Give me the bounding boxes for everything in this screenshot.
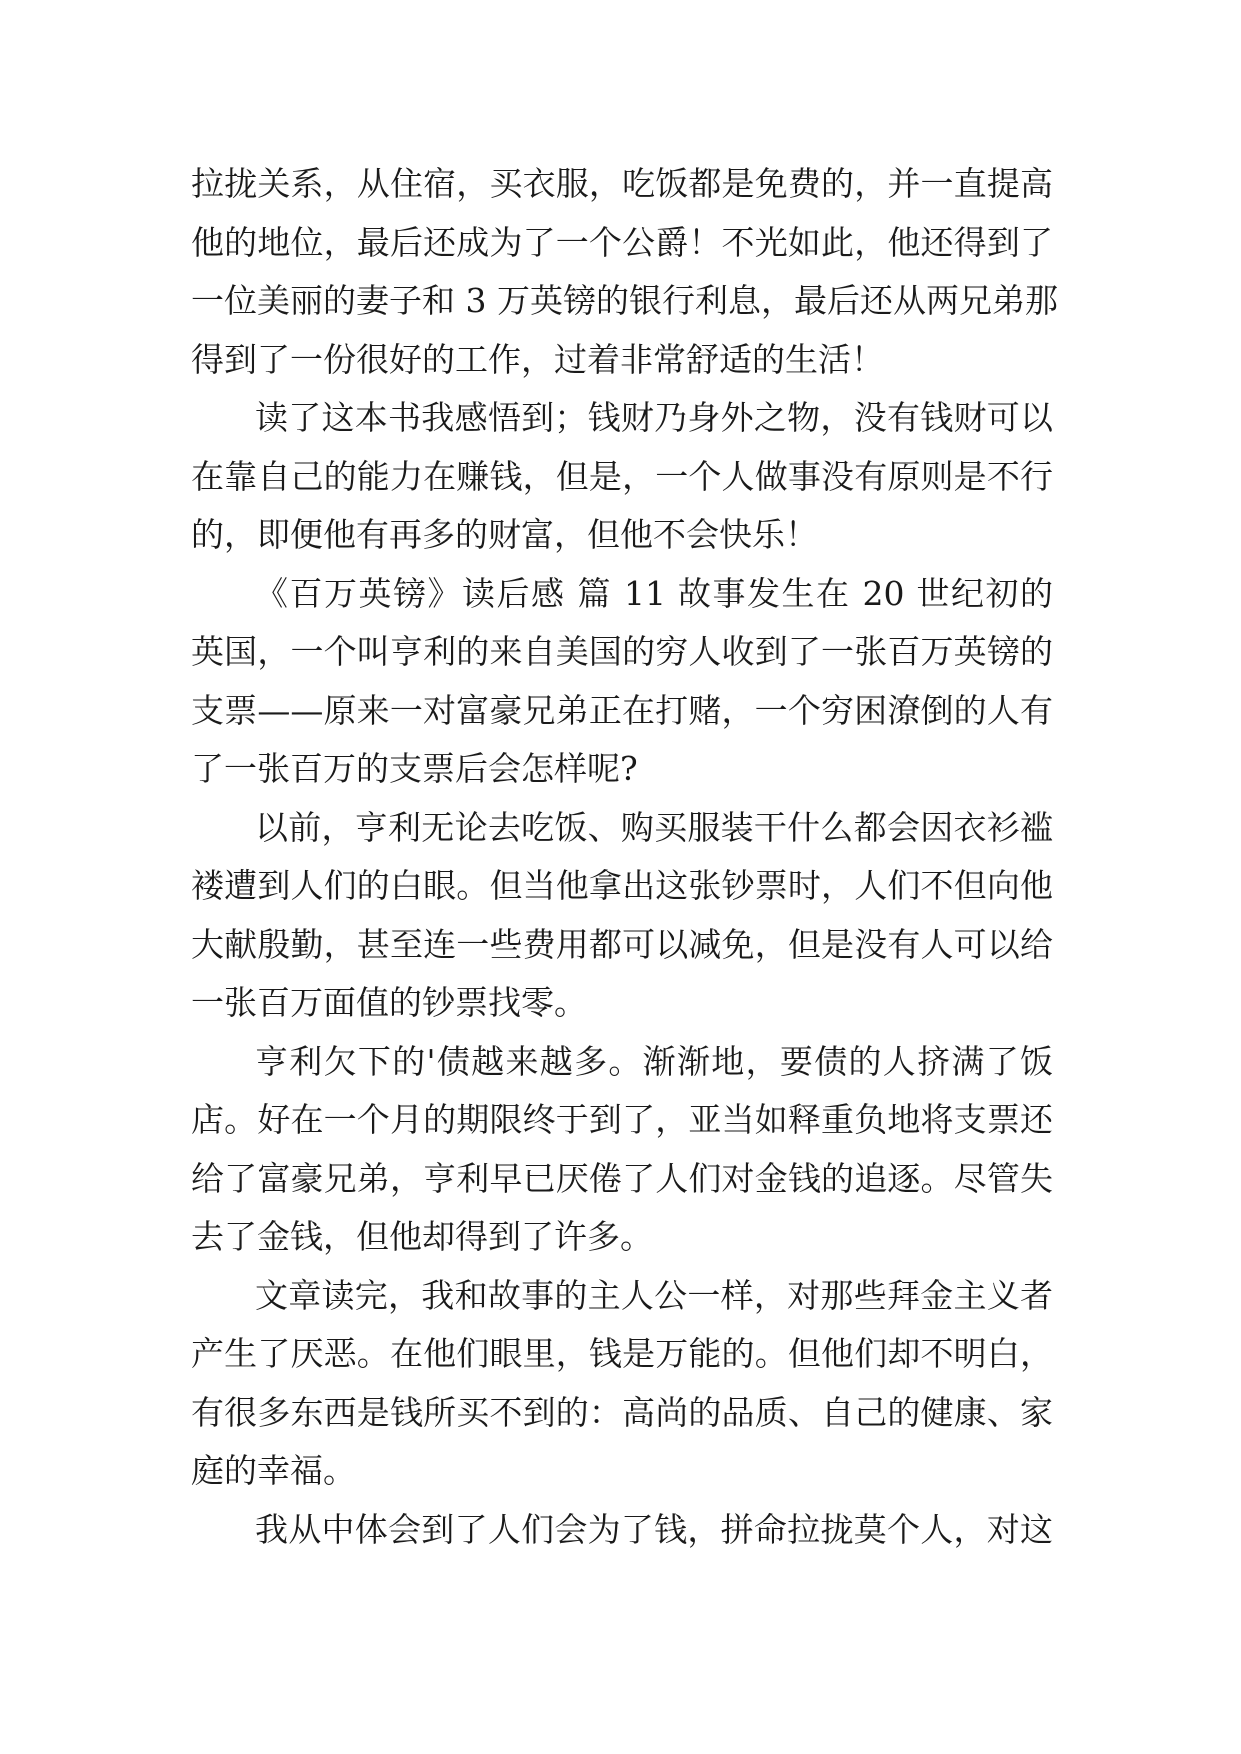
text-line: 有很多东西是钱所买不到的：高尚的品质、自己的健康、家: [191, 1392, 1053, 1432]
text-line: 得到了一份很好的工作，过着非常舒适的生活！: [191, 339, 884, 379]
text-line: 店。好在一个月的期限终于到了，亚当如释重负地将支票还: [191, 1100, 1053, 1139]
text-line: 《百万英镑》读后感 篇 11 故事发生在 20 世纪初的: [255, 573, 1053, 613]
text-line: 文章读完，我和故事的主人公一样，对那些拜金主义者: [255, 1275, 1053, 1315]
paragraph-final: [191, 1501, 1053, 1560]
text-line: 我从中体会到了人们会为了钱，拼命拉拢莫个人，对这: [255, 1509, 1053, 1549]
paragraph-after-reading: [191, 1267, 1053, 1501]
text-line: 拉拢关系，从住宿，买衣服，吃饭都是免费的，并一直提高: [191, 164, 1053, 203]
text-line: 庭的幸福。: [191, 1451, 356, 1490]
text-line: 产生了厌恶。在他们眼里，钱是万能的。但他们却不明白，: [191, 1334, 1053, 1373]
paragraph-before: [191, 799, 1053, 1033]
text-line: 读了这本书我感悟到；钱财乃身外之物，没有钱财可以: [255, 398, 1053, 437]
paragraph-reflection: [191, 389, 1053, 565]
paragraph-continuation: [191, 155, 1058, 389]
text-line: 在靠自己的能力在赚钱，但是，一个人做事没有原则是不行: [191, 456, 1053, 496]
text-line: 英国，一个叫亨利的来自美国的穷人收到了一张百万英镑的: [191, 632, 1053, 671]
text-line: 以前，亨利无论去吃饭、购买服装干什么都会因衣衫褴: [255, 807, 1053, 847]
text-line: 给了富豪兄弟，亨利早已厌倦了人们对金钱的追逐。尽管失: [191, 1158, 1053, 1198]
document-body: [191, 155, 1058, 1559]
text-line: 一位美丽的妻子和 3 万英镑的银行利息，最后还从两兄弟那: [191, 281, 1058, 320]
text-line: 一张百万面值的钞票找零。: [191, 983, 587, 1022]
text-line: 去了金钱，但他却得到了许多。: [191, 1217, 653, 1256]
text-line: 了一张百万的支票后会怎样呢?: [191, 749, 638, 788]
paragraph-debts: [191, 1033, 1053, 1267]
text-line: 亨利欠下的'债越来越多。渐渐地，要债的人挤满了饭: [255, 1041, 1053, 1081]
text-line: 大献殷勤，甚至连一些费用都可以减免，但是没有人可以给: [191, 924, 1053, 964]
text-line: 的，即便他有再多的财富，但他不会快乐！: [191, 515, 818, 554]
text-line: 支票——原来一对富豪兄弟正在打赌，一个穷困潦倒的人有: [191, 690, 1053, 730]
paragraph-essay-11-intro: [191, 565, 1053, 799]
text-line: 褛遭到人们的白眼。但当他拿出这张钞票时，人们不但向他: [191, 866, 1053, 905]
text-line: 他的地位，最后还成为了一个公爵！不光如此，他还得到了: [191, 222, 1053, 262]
